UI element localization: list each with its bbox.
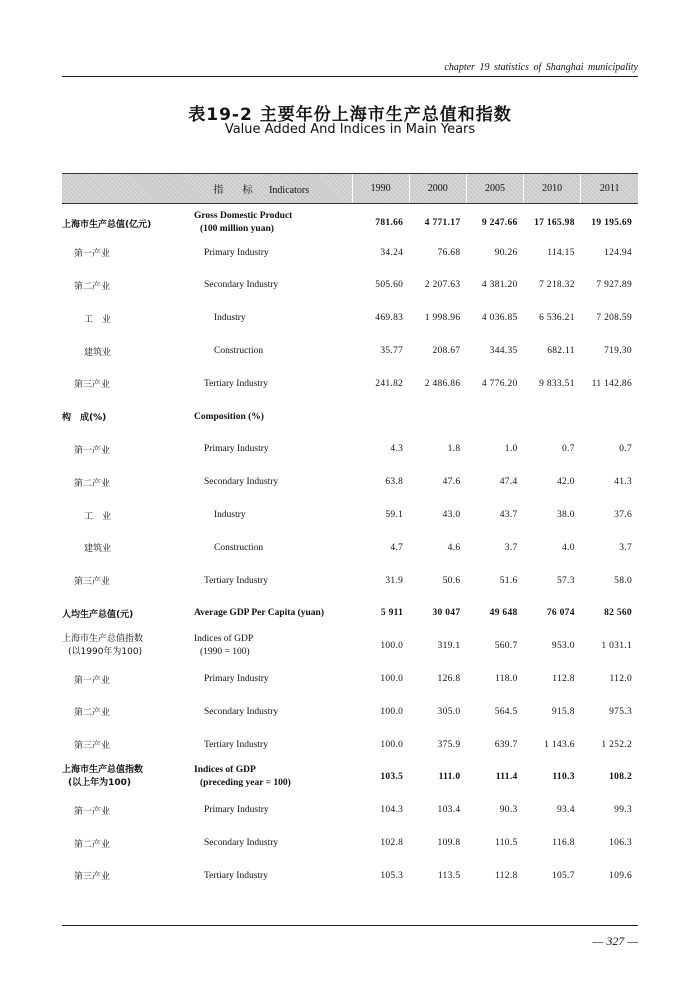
table-row	[62, 269, 638, 302]
value-cell: 719.30	[604, 346, 632, 357]
value-cell: 1 252.2	[601, 739, 632, 750]
row-label-en: Tertiary Industry	[204, 378, 268, 389]
row-label-en-line2: (100 million yuan)	[200, 224, 274, 235]
table-row	[62, 236, 638, 269]
row-label-cn: 第三产业	[74, 741, 111, 752]
value-cell: 4 036.85	[481, 313, 518, 324]
value-cell: 35.77	[380, 346, 404, 357]
value-cell: 49 648	[489, 608, 518, 619]
row-label-cn: 工 业	[84, 511, 112, 522]
value-cell: 31.9	[385, 575, 404, 586]
row-label-en: Industry	[214, 313, 246, 324]
value-cell: 1.8	[447, 444, 461, 455]
table-title-en: Value Added And Indices in Main Years	[224, 122, 476, 137]
value-cell: 126.8	[437, 674, 461, 685]
value-cell: 11 142.86	[591, 378, 632, 389]
row-label-en: Primary Industry	[204, 674, 269, 685]
row-label-cn: 建筑业	[84, 347, 112, 358]
row-label-cn: 构 成(%)	[62, 413, 107, 424]
value-cell: 103.4	[437, 805, 461, 816]
row-label-cn: 第二产业	[74, 708, 111, 719]
row-label-en-line2: (preceding year = 100)	[200, 778, 291, 789]
value-cell: 99.3	[614, 805, 632, 816]
table-row	[62, 695, 638, 728]
table-header-row	[62, 174, 638, 204]
value-cell: 781.66	[375, 218, 404, 229]
row-label-cn-line2: (以1990年为100)	[68, 647, 143, 658]
row-label-en: Construction	[214, 346, 264, 357]
value-cell: 344.35	[489, 346, 518, 357]
value-cell: 43.7	[499, 510, 518, 521]
row-label-cn: 第一产业	[74, 806, 111, 817]
value-cell: 4.0	[561, 542, 575, 553]
value-cell: 108.2	[609, 772, 632, 783]
table-row	[62, 367, 638, 400]
row-label-cn: 人均生产总值(元)	[62, 609, 134, 620]
value-cell: 106.3	[609, 838, 632, 849]
row-label-cn	[62, 761, 194, 794]
row-label-en: Tertiary Industry	[204, 575, 268, 586]
value-cell: 469.83	[375, 313, 404, 324]
value-cell: 1.0	[504, 444, 518, 455]
year-header: 2010	[524, 174, 581, 204]
table-row	[62, 794, 638, 827]
value-cell: 104.3	[380, 805, 404, 816]
value-cell: 90.3	[499, 805, 518, 816]
year-header: 1990	[352, 174, 409, 204]
footer-rule	[62, 925, 638, 926]
row-label-en: Composition (%)	[194, 411, 264, 422]
row-label-cn: 第三产业	[74, 872, 111, 883]
value-cell: 241.82	[375, 378, 404, 389]
value-cell: 4 776.20	[481, 378, 518, 389]
table-row	[62, 728, 638, 761]
value-cell: 1 143.6	[544, 739, 575, 750]
row-label-cn: 第一产业	[74, 675, 111, 686]
value-cell	[466, 400, 523, 433]
value-cell: 100.0	[380, 739, 404, 750]
value-cell: 3.7	[504, 542, 518, 553]
value-cell: 76 074	[546, 608, 575, 619]
value-cell: 7 927.89	[596, 280, 632, 291]
table-title-cn: 表19-2 主要年份上海市生产总值和指数	[188, 105, 512, 125]
value-cell: 42.0	[556, 477, 575, 488]
row-label-en: Construction	[214, 542, 264, 553]
table-row	[62, 761, 638, 794]
row-label-cn: 第二产业	[74, 478, 111, 489]
indicator-header-en: Indicators	[269, 185, 310, 196]
value-cell: 59.1	[385, 510, 404, 521]
value-cell: 6 536.21	[539, 313, 575, 324]
value-cell: 57.3	[556, 575, 575, 586]
value-cell: 4.7	[390, 542, 404, 553]
value-cell	[409, 400, 466, 433]
value-cell: 1 031.1	[601, 641, 632, 652]
row-label-en	[194, 630, 352, 663]
row-label-en: Secondary Industry	[204, 706, 279, 717]
value-cell	[352, 400, 409, 433]
row-label-en: Industry	[214, 510, 246, 521]
row-label-en: Secondary Industry	[204, 477, 279, 488]
gdp-table	[62, 173, 638, 892]
value-cell: 112.0	[609, 674, 632, 685]
table-row	[62, 499, 638, 532]
row-label-cn: 上海市生产总值(亿元)	[62, 219, 152, 230]
row-label-cn	[62, 630, 194, 663]
value-cell: 110.3	[552, 772, 575, 783]
value-cell: 3.7	[619, 542, 632, 553]
value-cell: 113.5	[437, 870, 461, 881]
value-cell: 82 560	[604, 608, 632, 619]
value-cell: 4.6	[447, 542, 461, 553]
row-label-en: Secondary Industry	[204, 280, 279, 291]
table-row	[62, 859, 638, 892]
value-cell: 564.5	[494, 706, 518, 717]
value-cell: 5 911	[380, 608, 404, 619]
table-row	[62, 400, 638, 433]
value-cell: 505.60	[375, 280, 404, 291]
row-label-en: Primary Industry	[204, 247, 269, 258]
value-cell: 208.67	[432, 346, 461, 357]
row-label-en: Tertiary Industry	[204, 739, 268, 750]
value-cell: 0.7	[619, 444, 632, 455]
table-body	[62, 204, 638, 893]
row-label-en: Primary Industry	[204, 444, 269, 455]
header-rule	[62, 76, 638, 77]
value-cell: 0.7	[561, 444, 575, 455]
row-label-en	[194, 761, 352, 794]
value-cell: 639.7	[494, 739, 518, 750]
running-head: chapter 19 statistics of Shanghai municipality	[444, 62, 638, 73]
value-cell: 51.6	[499, 575, 518, 586]
year-header: 2000	[409, 174, 466, 204]
value-cell: 100.0	[380, 674, 404, 685]
value-cell: 41.3	[614, 477, 632, 488]
value-cell	[524, 400, 581, 433]
table-row	[62, 335, 638, 368]
row-label-en-line1: Indices of GDP	[194, 765, 256, 776]
row-label-cn: 第三产业	[74, 380, 111, 391]
table-row	[62, 531, 638, 564]
value-cell: 100.0	[380, 706, 404, 717]
value-cell: 103.5	[380, 772, 404, 783]
value-cell: 111.4	[495, 772, 518, 783]
value-cell: 2 486.86	[424, 378, 461, 389]
value-cell: 30 047	[432, 608, 461, 619]
table-row	[62, 564, 638, 597]
value-cell: 58.0	[614, 575, 632, 586]
value-cell: 7 218.32	[539, 280, 575, 291]
value-cell: 953.0	[551, 641, 575, 652]
value-cell: 19 195.69	[591, 218, 632, 229]
value-cell: 109.8	[437, 838, 461, 849]
value-cell: 102.8	[380, 838, 404, 849]
row-label-cn: 第二产业	[74, 839, 111, 850]
value-cell: 111.0	[438, 772, 461, 783]
table-row	[62, 630, 638, 663]
table-row	[62, 466, 638, 499]
indicator-header	[62, 174, 352, 204]
indicator-header-cn: 指 标	[213, 185, 261, 196]
value-cell: 17 165.98	[534, 218, 575, 229]
value-cell: 50.6	[442, 575, 461, 586]
value-cell: 110.5	[495, 838, 518, 849]
value-cell: 47.4	[499, 477, 518, 488]
value-cell: 47.6	[442, 477, 461, 488]
value-cell: 4 771.17	[424, 218, 461, 229]
row-label-cn: 第一产业	[74, 445, 111, 456]
row-label-en-line2: (1990 = 100)	[200, 647, 250, 658]
value-cell: 43.0	[442, 510, 461, 521]
value-cell: 116.8	[552, 838, 575, 849]
value-cell: 105.3	[380, 870, 404, 881]
value-cell: 124.94	[604, 247, 632, 258]
row-label-en: Average GDP Per Capita (yuan)	[194, 608, 324, 619]
value-cell: 319.1	[437, 641, 461, 652]
value-cell: 4.3	[390, 444, 404, 455]
value-cell	[581, 400, 638, 433]
value-cell: 915.8	[551, 706, 575, 717]
value-cell: 93.4	[556, 805, 575, 816]
value-cell: 305.0	[437, 706, 461, 717]
row-label-cn: 第一产业	[74, 249, 111, 260]
row-label-en: Tertiary Industry	[204, 870, 268, 881]
row-label-en-line1: Indices of GDP	[194, 634, 254, 645]
value-cell: 90.26	[494, 247, 518, 258]
page-number: — 327 —	[592, 934, 638, 948]
table-row	[62, 204, 638, 237]
value-cell: 2 207.63	[424, 280, 461, 291]
table-row	[62, 597, 638, 630]
value-cell: 7 208.59	[596, 313, 632, 324]
value-cell: 105.7	[551, 870, 575, 881]
table-row	[62, 827, 638, 860]
value-cell: 34.24	[380, 247, 404, 258]
row-label-cn: 第二产业	[74, 281, 111, 292]
table-row	[62, 433, 638, 466]
value-cell: 37.6	[614, 510, 632, 521]
row-label-cn: 建筑业	[84, 544, 112, 555]
row-label-en: Primary Industry	[204, 805, 269, 816]
table-row	[62, 302, 638, 335]
value-cell: 76.68	[437, 247, 461, 258]
value-cell: 109.6	[609, 870, 632, 881]
value-cell: 118.0	[495, 674, 518, 685]
value-cell: 682.11	[547, 346, 575, 357]
row-label-cn-line1: 上海市生产总值指数	[62, 765, 144, 776]
year-header: 2005	[466, 174, 523, 204]
row-label-en: Secondary Industry	[204, 838, 279, 849]
table-row	[62, 663, 638, 696]
value-cell: 1 998.96	[424, 313, 461, 324]
value-cell: 100.0	[380, 641, 404, 652]
value-cell: 560.7	[494, 641, 518, 652]
value-cell: 975.3	[609, 706, 632, 717]
value-cell: 375.9	[437, 739, 461, 750]
value-cell: 9 833.51	[539, 378, 575, 389]
row-label-cn: 第三产业	[74, 577, 111, 588]
value-cell: 63.8	[385, 477, 404, 488]
value-cell: 38.0	[556, 510, 575, 521]
row-label-cn: 工 业	[84, 314, 112, 325]
value-cell: 112.8	[495, 870, 518, 881]
year-header: 2011	[581, 174, 638, 204]
value-cell: 4 381.20	[481, 280, 518, 291]
row-label-en	[194, 204, 352, 237]
row-label-en-line1: Gross Domestic Product	[194, 211, 293, 222]
value-cell: 114.15	[547, 247, 575, 258]
value-cell: 112.8	[552, 674, 575, 685]
row-label-cn-line2: (以上年为100)	[68, 778, 132, 789]
row-label-cn-line1: 上海市生产总值指数	[62, 634, 144, 645]
value-cell: 9 247.66	[481, 218, 518, 229]
